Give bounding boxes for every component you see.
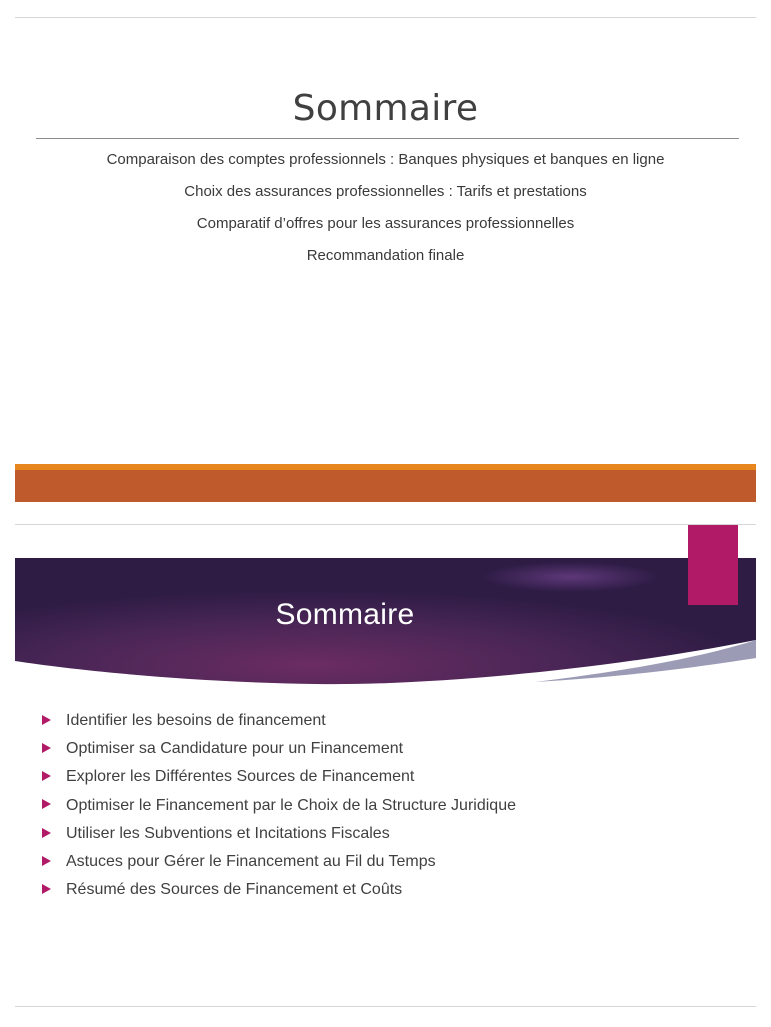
triangle-right-icon bbox=[42, 771, 51, 781]
agenda-item bbox=[42, 707, 516, 735]
slide-1-agenda-list bbox=[15, 148, 756, 276]
agenda-item-text: Utiliser les Subventions et Incitations Fiscales bbox=[66, 824, 390, 842]
agenda-item: Choix des assurances professionnelles : Tarifs et prestations bbox=[184, 183, 587, 200]
agenda-item-text: Astuces pour Gérer le Financement au Fil du Temps bbox=[66, 852, 436, 870]
agenda-item bbox=[42, 820, 516, 848]
agenda-item-text: Optimiser sa Candidature pour un Financement bbox=[66, 740, 404, 758]
agenda-item-text: Résumé des Sources de Financement et Coûts bbox=[66, 881, 403, 899]
agenda-item bbox=[42, 792, 516, 820]
agenda-item bbox=[42, 763, 516, 791]
agenda-item-text: Identifier les besoins de financement bbox=[66, 712, 326, 729]
slide-2-title: Sommaire bbox=[275, 598, 415, 631]
agenda-item bbox=[42, 876, 516, 904]
triangle-right-icon bbox=[42, 828, 51, 838]
agenda-item bbox=[42, 735, 516, 763]
title-underline bbox=[36, 138, 739, 139]
slide-2 bbox=[15, 525, 756, 1006]
agenda-item bbox=[42, 848, 516, 876]
triangle-right-icon bbox=[42, 856, 51, 866]
agenda-item: Recommandation finale bbox=[306, 247, 465, 264]
agenda-item: Comparatif d’offres pour les assurances professionnelles bbox=[196, 215, 575, 232]
slide-1 bbox=[15, 18, 756, 502]
agenda-item: Comparaison des comptes professionnels : Banques physiques et banques en ligne bbox=[106, 151, 665, 168]
slide-2-agenda-list bbox=[42, 707, 516, 904]
page-separator-bottom bbox=[15, 1006, 756, 1007]
agenda-item-text: Optimiser le Financement par le Choix de la Structure Juridique bbox=[66, 796, 516, 814]
slide-1-title: Sommaire bbox=[292, 88, 479, 129]
triangle-right-icon bbox=[42, 799, 51, 809]
triangle-right-icon bbox=[42, 743, 51, 753]
accent-tab bbox=[688, 525, 738, 605]
triangle-right-icon bbox=[42, 884, 51, 894]
triangle-right-icon bbox=[42, 715, 51, 725]
footer-band bbox=[15, 470, 756, 502]
agenda-item-text: Explorer les Différentes Sources de Financement bbox=[66, 768, 415, 786]
